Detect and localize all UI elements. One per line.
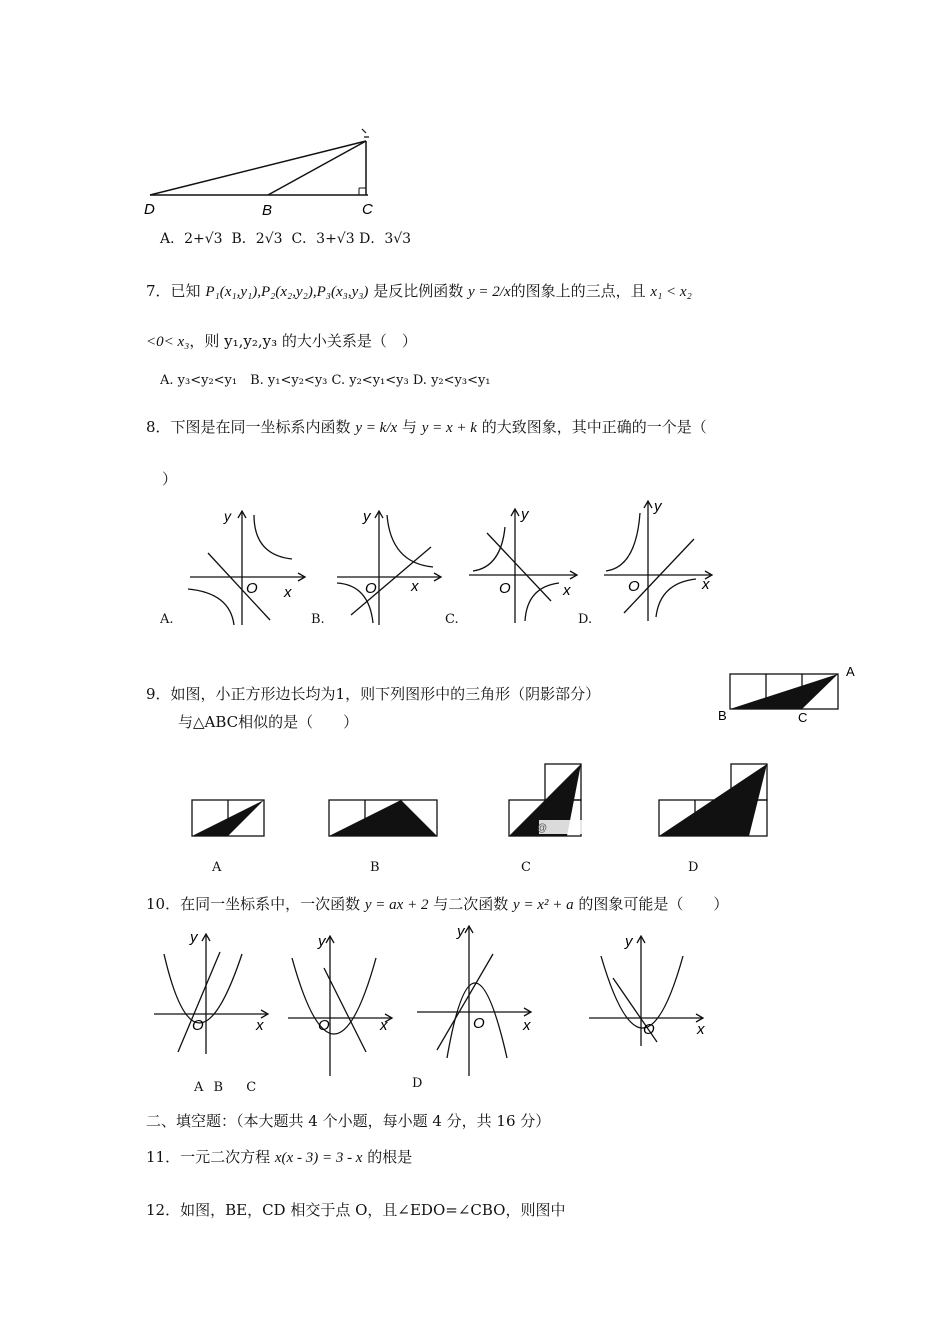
q8-func1: y = k/x bbox=[355, 420, 398, 436]
svg-text:O: O bbox=[318, 1017, 330, 1034]
q8-option-b: B. bbox=[311, 612, 325, 627]
q8-line1: 8．下图是在同一坐标系内函数 y = k/x 与 y = x + k 的大致图象，其中正确的一个是（ bbox=[146, 418, 707, 436]
q6-option-c: C．3+√3 bbox=[291, 231, 355, 247]
q9-option-c: C bbox=[521, 860, 531, 875]
q7-number: 7． bbox=[146, 282, 171, 300]
q7-points: P₁(x₁,y₁),P₂(x₂,y₂),P₃(x₃,y₃) bbox=[205, 284, 369, 300]
q10-line1: 10．在同一坐标系中，一次函数 y = ax + 2 与二次函数 y = x² + a 的图象可能是（ ） bbox=[146, 895, 729, 913]
svg-text:y: y bbox=[190, 929, 198, 946]
svg-text:y: y bbox=[625, 933, 633, 950]
svg-text:x: x bbox=[284, 584, 292, 601]
svg-text:O: O bbox=[499, 580, 511, 597]
svg-text:C: C bbox=[798, 710, 808, 725]
q10-func2: y = x² + a bbox=[513, 897, 574, 913]
svg-text:y: y bbox=[654, 498, 662, 515]
q6-option-b: B．2√3 bbox=[231, 231, 283, 247]
q10-func1: y = ax + 2 bbox=[364, 897, 429, 913]
q8-graph-b bbox=[333, 505, 448, 630]
q9-option-c-figure bbox=[507, 762, 607, 840]
q9-option-b-figure bbox=[327, 798, 442, 840]
q6-triangle-figure bbox=[140, 125, 390, 220]
q7-options: A. y₃<y₂<y₁ B. y₁<y₂<y₃ C. y₂<y₁<y₃ D. y₂<y₃<y₁ bbox=[160, 373, 491, 388]
svg-text:x: x bbox=[256, 1017, 264, 1034]
q10-graph-a bbox=[150, 928, 275, 1058]
q8-func2: y = x + k bbox=[421, 420, 477, 436]
svg-text:B: B bbox=[718, 708, 727, 723]
svg-text:y: y bbox=[363, 508, 371, 525]
q9-option-a-figure bbox=[190, 798, 270, 840]
svg-text:x: x bbox=[411, 578, 419, 595]
q10-graph-d bbox=[413, 918, 543, 1080]
label-c: C bbox=[362, 201, 373, 218]
q9-line2: 与△ABC相似的是（ ） bbox=[178, 713, 359, 731]
q7-function: y = 2/x bbox=[468, 284, 511, 300]
svg-text:O: O bbox=[192, 1017, 204, 1034]
q10-options-abc: A B C bbox=[194, 1080, 257, 1095]
q11-line: 11．一元二次方程 x(x - 3) = 3 - x 的根是 bbox=[146, 1148, 413, 1166]
q9-option-d: D bbox=[688, 860, 699, 875]
svg-text:y: y bbox=[457, 923, 465, 940]
label-b: B bbox=[262, 202, 273, 219]
svg-text:x: x bbox=[523, 1017, 531, 1034]
q9-option-a: A bbox=[212, 860, 222, 875]
q10-option-d: D bbox=[412, 1076, 423, 1091]
q11-equation: x(x - 3) = 3 - x bbox=[274, 1150, 363, 1166]
svg-text:y: y bbox=[224, 508, 231, 524]
svg-text:y: y bbox=[521, 506, 529, 523]
svg-text:O: O bbox=[628, 578, 640, 595]
q10-graph-c bbox=[585, 930, 710, 1050]
q9-option-d-figure bbox=[657, 762, 772, 840]
q9-reference-figure bbox=[714, 660, 864, 730]
q8-close-paren: ） bbox=[162, 470, 178, 488]
svg-text:y: y bbox=[318, 933, 326, 950]
q8-option-a: A. bbox=[160, 612, 174, 627]
svg-text:O: O bbox=[473, 1015, 485, 1032]
svg-text:x: x bbox=[563, 582, 571, 599]
label-d: D bbox=[144, 201, 155, 218]
q12-line: 12．如图，BE，CD 相交于点 O，且∠EDO=∠CBO，则图中 bbox=[146, 1201, 566, 1219]
svg-text:A: A bbox=[846, 664, 855, 679]
q7-line2: <0< x₃，则 y₁,y₂,y₃ 的大小关系是（ ） bbox=[146, 332, 417, 350]
q8-option-c: C. bbox=[445, 612, 459, 627]
q6-options bbox=[160, 228, 411, 248]
q10-graph-b bbox=[284, 930, 399, 1080]
svg-text:x: x bbox=[702, 576, 710, 593]
svg-text:O: O bbox=[365, 580, 377, 597]
svg-text:x: x bbox=[380, 1017, 388, 1034]
section-fill-in-title: 二、填空题：（本大题共 4 个小题，每小题 4 分，共 16 分） bbox=[146, 1112, 551, 1130]
q7-line1: 7．已知 P₁(x₁,y₁),P₂(x₂,y₂),P₃(x₃,y₃) 是反比例函数 y = 2/x的图象上的三点，且 x₁ < x₂ bbox=[146, 282, 692, 300]
q9-option-b: B bbox=[370, 860, 380, 875]
svg-text:x: x bbox=[697, 1021, 705, 1038]
q6-option-a: A．2+√3 bbox=[160, 231, 223, 247]
watermark: @ bbox=[537, 823, 548, 834]
q8-graph-d bbox=[600, 495, 720, 625]
q8-option-d: D. bbox=[578, 612, 593, 627]
q6-option-d: D．3√3 bbox=[359, 231, 412, 247]
q9-line1: 9．如图，小正方形边长均为1，则下列图形中的三角形（阴影部分） bbox=[146, 685, 601, 703]
q8-graph-a bbox=[180, 505, 310, 630]
svg-text:O: O bbox=[643, 1021, 655, 1038]
svg-text:O: O bbox=[246, 580, 258, 597]
q8-graph-c bbox=[465, 503, 585, 628]
